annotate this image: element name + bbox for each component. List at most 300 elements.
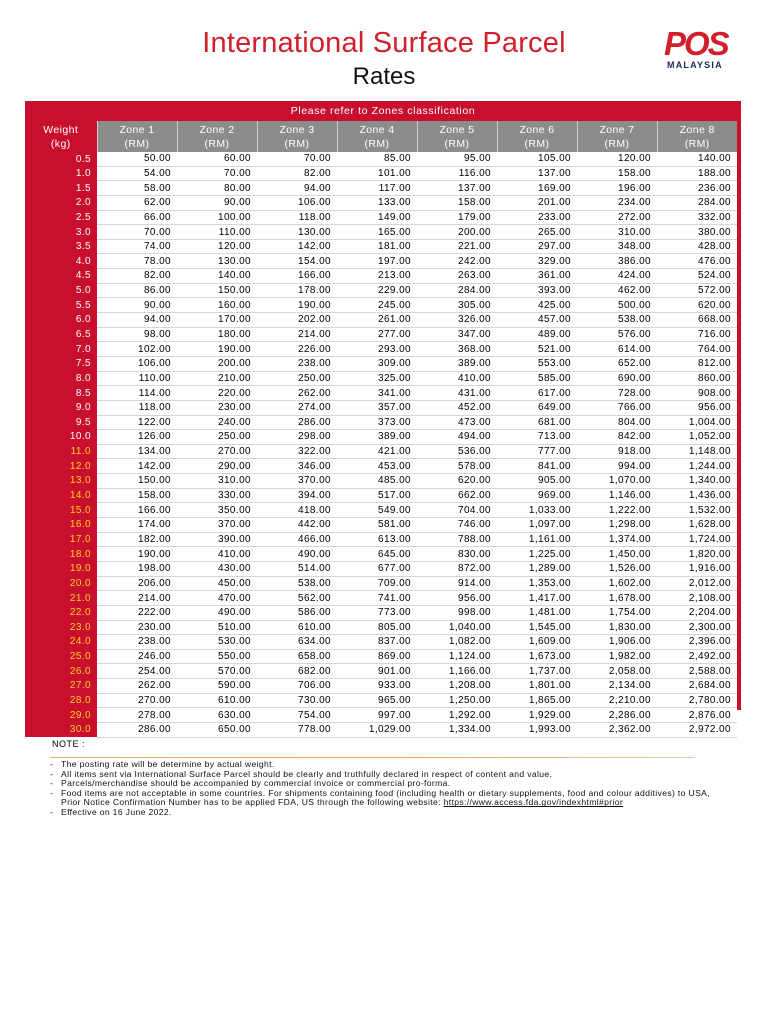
- rate-cell: 70.00: [177, 166, 257, 181]
- rate-cell: 610.00: [177, 693, 257, 708]
- rate-cell: 118.00: [257, 210, 337, 225]
- note-text: The posting rate will be determine by actual weight.: [61, 759, 275, 769]
- rate-cell: 182.00: [97, 532, 177, 547]
- rate-cell: 2,780.00: [657, 693, 737, 708]
- rate-cell: 550.00: [177, 649, 257, 664]
- rate-cell: 562.00: [257, 591, 337, 606]
- rate-cell: 662.00: [417, 488, 497, 503]
- rate-cell: 305.00: [417, 298, 497, 313]
- rate-cell: 473.00: [417, 415, 497, 430]
- rate-cell: 576.00: [577, 327, 657, 342]
- rate-cell: 730.00: [257, 693, 337, 708]
- note-text: Parcels/merchandise should be accompanied by commercial invoice or commercial pro-forma.: [61, 778, 451, 789]
- table-row: [25, 283, 737, 298]
- weight-cell: 5.0: [25, 283, 97, 298]
- rate-cell: 2,058.00: [577, 664, 657, 679]
- rate-cell: 1,673.00: [497, 649, 577, 664]
- rate-cell: 158.00: [417, 195, 497, 210]
- rate-cell: 709.00: [337, 576, 417, 591]
- rate-cell: 293.00: [337, 342, 417, 357]
- table-row: [25, 488, 737, 503]
- rate-cell: 572.00: [657, 283, 737, 298]
- rate-cell: 386.00: [577, 254, 657, 269]
- rate-cell: 85.00: [337, 152, 417, 166]
- rate-cell: 746.00: [417, 518, 497, 533]
- rate-cell: 213.00: [337, 269, 417, 284]
- weight-cell: 0.5: [25, 152, 97, 166]
- weight-cell: 30.0: [25, 722, 97, 737]
- rate-cell: 202.00: [257, 313, 337, 328]
- table-row: [25, 415, 737, 430]
- weight-cell: 11.0: [25, 444, 97, 459]
- rate-cell: 2,108.00: [657, 591, 737, 606]
- header-line: Weight: [43, 123, 79, 136]
- rate-cell: 286.00: [97, 722, 177, 737]
- rate-cell: 614.00: [577, 342, 657, 357]
- note-divider: [50, 757, 695, 758]
- rate-cell: 2,396.00: [657, 635, 737, 650]
- weight-cell: 18.0: [25, 547, 97, 562]
- rate-cell: 956.00: [657, 400, 737, 415]
- weight-cell: 23.0: [25, 620, 97, 635]
- rate-cell: 872.00: [417, 561, 497, 576]
- table-row: [25, 635, 737, 650]
- note-text: All items sent via International Surface Parcel should be clearly and truthfully declared in respect of content and value.: [61, 768, 553, 779]
- header-line: Zone 7: [599, 123, 635, 136]
- rate-cell: 1,737.00: [497, 664, 577, 679]
- rate-cell: 190.00: [257, 298, 337, 313]
- header-line: Zone 2: [199, 123, 235, 136]
- rate-cell: 1,225.00: [497, 547, 577, 562]
- rate-cell: 510.00: [177, 620, 257, 635]
- rate-cell: 470.00: [177, 591, 257, 606]
- rate-cell: 181.00: [337, 239, 417, 254]
- rate-cell: 214.00: [257, 327, 337, 342]
- rate-cell: 200.00: [177, 356, 257, 371]
- rate-cell: 1,678.00: [577, 591, 657, 606]
- logo-subtext: MALAYSIA: [667, 60, 723, 70]
- rate-cell: 150.00: [177, 283, 257, 298]
- rate-cell: 1,820.00: [657, 547, 737, 562]
- weight-cell: 5.5: [25, 298, 97, 313]
- rate-cell: 1,609.00: [497, 635, 577, 650]
- rate-cell: 332.00: [657, 210, 737, 225]
- rate-cell: 214.00: [97, 591, 177, 606]
- rate-cell: 158.00: [97, 488, 177, 503]
- rate-cell: 570.00: [177, 664, 257, 679]
- rate-cell: 1,166.00: [417, 664, 497, 679]
- rate-cell: 630.00: [177, 708, 257, 723]
- table-row: [25, 181, 737, 196]
- page-subtitle: Rates: [352, 63, 416, 90]
- rate-cell: 650.00: [177, 722, 257, 737]
- rate-cell: 86.00: [97, 283, 177, 298]
- rate-cell: 140.00: [177, 269, 257, 284]
- rate-cell: 1,526.00: [577, 561, 657, 576]
- rate-cell: 118.00: [97, 400, 177, 415]
- header-zone-3: [257, 121, 337, 152]
- rate-cell: 290.00: [177, 459, 257, 474]
- rate-cell: 1,374.00: [577, 532, 657, 547]
- rate-cell: 110.00: [97, 371, 177, 386]
- header-zone-2: [177, 121, 257, 152]
- table-row: [25, 503, 737, 518]
- rate-cell: 2,362.00: [577, 722, 657, 737]
- weight-cell: 6.5: [25, 327, 97, 342]
- weight-cell: 10.0: [25, 430, 97, 445]
- weight-cell: 1.5: [25, 181, 97, 196]
- rate-cell: 1,292.00: [417, 708, 497, 723]
- weight-cell: 16.0: [25, 518, 97, 533]
- rate-cell: 126.00: [97, 430, 177, 445]
- table-row: [25, 371, 737, 386]
- rate-cell: 62.00: [97, 195, 177, 210]
- header-zone-5: [417, 121, 497, 152]
- rate-cell: 245.00: [337, 298, 417, 313]
- fda-link[interactable]: https://www.access.fda.gov/indexhtml#prior: [443, 797, 624, 808]
- rate-cell: 322.00: [257, 444, 337, 459]
- rate-cell: 452.00: [417, 400, 497, 415]
- rate-cell: 677.00: [337, 561, 417, 576]
- rate-cell: 117.00: [337, 181, 417, 196]
- weight-cell: 14.0: [25, 488, 97, 503]
- rate-cell: 581.00: [337, 518, 417, 533]
- rate-cell: 106.00: [257, 195, 337, 210]
- rate-cell: 764.00: [657, 342, 737, 357]
- rate-cell: 190.00: [177, 342, 257, 357]
- rate-cell: 1,340.00: [657, 474, 737, 489]
- header-zone-1: [97, 121, 177, 152]
- rate-cell: 1,250.00: [417, 693, 497, 708]
- rate-cell: 82.00: [97, 269, 177, 284]
- rate-cell: 1,052.00: [657, 430, 737, 445]
- rate-cell: 105.00: [497, 152, 577, 166]
- rate-cell: 50.00: [97, 152, 177, 166]
- rate-cell: 1,993.00: [497, 722, 577, 737]
- rate-cell: 901.00: [337, 664, 417, 679]
- rate-cell: 174.00: [97, 518, 177, 533]
- rate-cell: 514.00: [257, 561, 337, 576]
- rate-cell: 2,204.00: [657, 605, 737, 620]
- table-row: [25, 400, 737, 415]
- weight-cell: 19.0: [25, 561, 97, 576]
- rate-cell: 70.00: [257, 152, 337, 166]
- rate-cell: 418.00: [257, 503, 337, 518]
- rate-cell: 430.00: [177, 561, 257, 576]
- rate-cell: 1,353.00: [497, 576, 577, 591]
- rate-cell: 98.00: [97, 327, 177, 342]
- rate-cell: 812.00: [657, 356, 737, 371]
- rate-cell: 94.00: [257, 181, 337, 196]
- rate-cell: 2,492.00: [657, 649, 737, 664]
- table-row: [25, 430, 737, 445]
- rate-cell: 240.00: [177, 415, 257, 430]
- rate-cell: 90.00: [97, 298, 177, 313]
- table-row: [25, 561, 737, 576]
- rate-cell: 860.00: [657, 371, 737, 386]
- weight-cell: 29.0: [25, 708, 97, 723]
- rate-cell: 190.00: [97, 547, 177, 562]
- rate-cell: 134.00: [97, 444, 177, 459]
- rate-cell: 620.00: [657, 298, 737, 313]
- rate-cell: 310.00: [177, 474, 257, 489]
- rate-cell: 166.00: [97, 503, 177, 518]
- rate-cell: 270.00: [177, 444, 257, 459]
- rate-cell: 1,222.00: [577, 503, 657, 518]
- rate-cell: 1,070.00: [577, 474, 657, 489]
- rate-cell: 130.00: [177, 254, 257, 269]
- rate-cell: 330.00: [177, 488, 257, 503]
- rate-cell: 905.00: [497, 474, 577, 489]
- rate-cell: 361.00: [497, 269, 577, 284]
- rate-cell: 634.00: [257, 635, 337, 650]
- rate-cell: 100.00: [177, 210, 257, 225]
- header-line: Zone 4: [359, 123, 395, 136]
- bullet-dash: -: [50, 759, 54, 769]
- rate-cell: 70.00: [97, 225, 177, 240]
- rate-cell: 329.00: [497, 254, 577, 269]
- rate-cell: 246.00: [97, 649, 177, 664]
- rate-cell: 102.00: [97, 342, 177, 357]
- rate-cell: 1,298.00: [577, 518, 657, 533]
- header-zone-4: [337, 121, 417, 152]
- rate-cell: 82.00: [257, 166, 337, 181]
- rate-cell: 197.00: [337, 254, 417, 269]
- table-row: [25, 576, 737, 591]
- table-row: [25, 547, 737, 562]
- rate-cell: 1,481.00: [497, 605, 577, 620]
- table-header-row: [25, 121, 737, 152]
- rate-cell: 165.00: [337, 225, 417, 240]
- rate-cell: 1,929.00: [497, 708, 577, 723]
- rate-cell: 210.00: [177, 371, 257, 386]
- rate-cell: 66.00: [97, 210, 177, 225]
- rate-cell: 805.00: [337, 620, 417, 635]
- weight-cell: 9.0: [25, 400, 97, 415]
- zones-banner: Please refer to Zones classification: [290, 105, 476, 117]
- rate-cell: 1,436.00: [657, 488, 737, 503]
- rate-cell: 242.00: [417, 254, 497, 269]
- rate-cell: 1,602.00: [577, 576, 657, 591]
- rate-cell: 348.00: [577, 239, 657, 254]
- rate-cell: 428.00: [657, 239, 737, 254]
- table-row: [25, 152, 737, 166]
- rate-cell: 578.00: [417, 459, 497, 474]
- rate-cell: 2,588.00: [657, 664, 737, 679]
- rate-cell: 1,161.00: [497, 532, 577, 547]
- header-weight: [25, 121, 97, 152]
- rate-cell: 617.00: [497, 386, 577, 401]
- rate-cell: 658.00: [257, 649, 337, 664]
- rate-cell: 270.00: [97, 693, 177, 708]
- rate-cell: 421.00: [337, 444, 417, 459]
- rate-cell: 1,334.00: [417, 722, 497, 737]
- table-row: [25, 693, 737, 708]
- table-row: [25, 269, 737, 284]
- rate-cell: 788.00: [417, 532, 497, 547]
- bullet-dash: -: [50, 768, 54, 779]
- weight-cell: 24.0: [25, 635, 97, 650]
- rate-cell: 1,208.00: [417, 679, 497, 694]
- rate-cell: 230.00: [177, 400, 257, 415]
- rate-cell: 106.00: [97, 356, 177, 371]
- rate-cell: 1,289.00: [497, 561, 577, 576]
- rate-cell: 2,210.00: [577, 693, 657, 708]
- rate-cell: 536.00: [417, 444, 497, 459]
- rate-cell: 110.00: [177, 225, 257, 240]
- rate-cell: 380.00: [657, 225, 737, 240]
- rate-cell: 2,012.00: [657, 576, 737, 591]
- header-line: (RM): [604, 137, 630, 150]
- rate-cell: 206.00: [97, 576, 177, 591]
- rate-cell: 373.00: [337, 415, 417, 430]
- header-line: Zone 8: [679, 123, 715, 136]
- rate-cell: 1,916.00: [657, 561, 737, 576]
- rate-cell: 908.00: [657, 386, 737, 401]
- rate-cell: 2,684.00: [657, 679, 737, 694]
- rate-cell: 262.00: [97, 679, 177, 694]
- rate-cell: 133.00: [337, 195, 417, 210]
- table-row: [25, 722, 737, 737]
- rate-cell: 2,134.00: [577, 679, 657, 694]
- rates-table-frame: [25, 101, 741, 736]
- rate-cell: 166.00: [257, 269, 337, 284]
- table-row: [25, 459, 737, 474]
- rate-cell: 297.00: [497, 239, 577, 254]
- note-label: NOTE :: [52, 739, 86, 749]
- table-row: [25, 298, 737, 313]
- weight-cell: 8.0: [25, 371, 97, 386]
- header-line: Zone 1: [119, 123, 155, 136]
- rate-cell: 390.00: [177, 532, 257, 547]
- rate-cell: 521.00: [497, 342, 577, 357]
- header-line: (kg): [50, 137, 71, 150]
- rate-cell: 120.00: [177, 239, 257, 254]
- rate-cell: 2,876.00: [657, 708, 737, 723]
- rate-cell: 116.00: [417, 166, 497, 181]
- rate-cell: 1,724.00: [657, 532, 737, 547]
- rate-cell: 1,029.00: [337, 722, 417, 737]
- rate-cell: 1,450.00: [577, 547, 657, 562]
- rate-cell: 236.00: [657, 181, 737, 196]
- weight-cell: 3.0: [25, 225, 97, 240]
- table-row: [25, 195, 737, 210]
- rate-cell: 652.00: [577, 356, 657, 371]
- rate-cell: 586.00: [257, 605, 337, 620]
- rate-cell: 74.00: [97, 239, 177, 254]
- rate-cell: 830.00: [417, 547, 497, 562]
- table-row: [25, 356, 737, 371]
- rate-cell: 370.00: [177, 518, 257, 533]
- rate-cell: 154.00: [257, 254, 337, 269]
- table-row: [25, 591, 737, 606]
- rate-cell: 585.00: [497, 371, 577, 386]
- rate-cell: 704.00: [417, 503, 497, 518]
- rate-cell: 272.00: [577, 210, 657, 225]
- rate-cell: 341.00: [337, 386, 417, 401]
- rate-cell: 457.00: [497, 313, 577, 328]
- header-line: (RM): [364, 137, 390, 150]
- weight-cell: 8.5: [25, 386, 97, 401]
- rate-cell: 137.00: [497, 166, 577, 181]
- rate-cell: 933.00: [337, 679, 417, 694]
- note-item: [50, 808, 710, 818]
- rate-cell: 221.00: [417, 239, 497, 254]
- rate-cell: 198.00: [97, 561, 177, 576]
- rate-cell: 149.00: [337, 210, 417, 225]
- rate-cell: 713.00: [497, 430, 577, 445]
- header-zone-8: [657, 121, 737, 152]
- table-row: [25, 254, 737, 269]
- rate-cell: 494.00: [417, 430, 497, 445]
- rate-cell: 1,906.00: [577, 635, 657, 650]
- table-row: [25, 620, 737, 635]
- rate-cell: 94.00: [97, 313, 177, 328]
- rate-cell: 179.00: [417, 210, 497, 225]
- rate-cell: 142.00: [97, 459, 177, 474]
- rate-cell: 347.00: [417, 327, 497, 342]
- bullet-dash: -: [50, 778, 54, 789]
- table-row: [25, 327, 737, 342]
- rate-cell: 716.00: [657, 327, 737, 342]
- weight-cell: 20.0: [25, 576, 97, 591]
- rate-cell: 220.00: [177, 386, 257, 401]
- rate-cell: 274.00: [257, 400, 337, 415]
- rate-cell: 389.00: [337, 430, 417, 445]
- rate-cell: 969.00: [497, 488, 577, 503]
- rate-cell: 201.00: [497, 195, 577, 210]
- table-row: [25, 708, 737, 723]
- weight-cell: 17.0: [25, 532, 97, 547]
- rate-cell: 284.00: [417, 283, 497, 298]
- header-line: (RM): [524, 137, 550, 150]
- page-title: International Surface Parcel: [202, 27, 566, 59]
- rate-cell: 54.00: [97, 166, 177, 181]
- rate-cell: 309.00: [337, 356, 417, 371]
- rate-cell: 706.00: [257, 679, 337, 694]
- rate-cell: 841.00: [497, 459, 577, 474]
- rate-cell: 804.00: [577, 415, 657, 430]
- rate-cell: 2,286.00: [577, 708, 657, 723]
- header-line: Zone 5: [439, 123, 475, 136]
- bullet-dash: -: [50, 806, 54, 817]
- rate-cell: 490.00: [257, 547, 337, 562]
- note-text: Effective on 16 June 2022.: [61, 806, 172, 817]
- table-row: [25, 679, 737, 694]
- rate-cell: 965.00: [337, 693, 417, 708]
- rate-cell: 196.00: [577, 181, 657, 196]
- rate-cell: 778.00: [257, 722, 337, 737]
- rate-cell: 690.00: [577, 371, 657, 386]
- header-zone-7: [577, 121, 657, 152]
- rate-cell: 178.00: [257, 283, 337, 298]
- header-line: (RM): [444, 137, 470, 150]
- rate-cell: 122.00: [97, 415, 177, 430]
- rate-cell: 610.00: [257, 620, 337, 635]
- rate-cell: 1,982.00: [577, 649, 657, 664]
- weight-cell: 15.0: [25, 503, 97, 518]
- rate-cell: 114.00: [97, 386, 177, 401]
- rate-cell: 490.00: [177, 605, 257, 620]
- rate-cell: 553.00: [497, 356, 577, 371]
- rate-cell: 350.00: [177, 503, 257, 518]
- rate-cell: 80.00: [177, 181, 257, 196]
- weight-cell: 21.0: [25, 591, 97, 606]
- rate-cell: 310.00: [577, 225, 657, 240]
- rate-cell: 538.00: [257, 576, 337, 591]
- rate-cell: 393.00: [497, 283, 577, 298]
- rate-cell: 222.00: [97, 605, 177, 620]
